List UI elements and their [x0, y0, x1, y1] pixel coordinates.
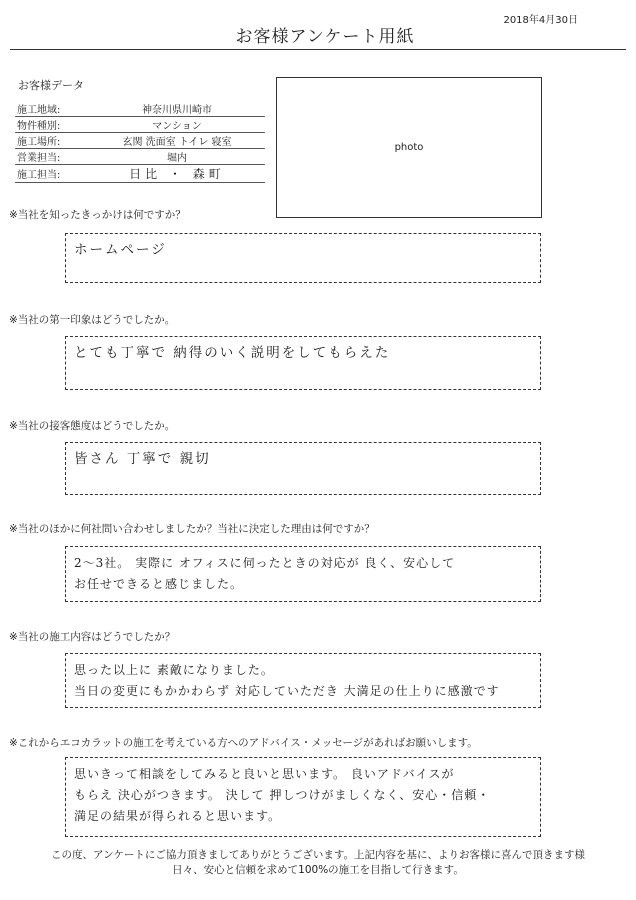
answer-box-3: [65, 442, 541, 495]
answer-6: 思いきって相談をしてみると良いと思います。 良いアドバイスが もらえ 決心がつきます。 決して 押しつけがましくなく、安心・信頼・ 満足の結果が得られると思います。: [74, 767, 491, 823]
info-value: 玄関 洗面室 トイレ 寝室: [89, 133, 265, 149]
info-label: 営業担当:: [15, 149, 89, 165]
answer-4: 2～3社。 実際に オフィスに伺ったときの対応が 良く、安心して お任せできると感じました。: [74, 556, 456, 591]
footer-message: [0, 848, 636, 878]
answer-5: 思った以上に 素敵になりました。 当日の変更にもかかわらず 対応していただき 大満足の仕上りに感激です: [74, 663, 500, 698]
info-row-area: [15, 101, 265, 117]
answer-box-1: [65, 233, 541, 283]
photo-placeholder: [276, 77, 542, 218]
question-5: ※当社の施工内容はどうでしたか？: [9, 631, 176, 643]
info-value: 日比 ・ 森町: [89, 165, 265, 183]
info-row-location: [15, 133, 265, 149]
photo-label: photo: [394, 142, 424, 153]
info-row-installer: [15, 165, 265, 183]
info-label: 施工担当:: [15, 165, 89, 183]
customer-data-table: [15, 101, 265, 183]
answer-3: 皆さん 丁寧で 親切: [74, 451, 211, 467]
info-value: 堀内: [89, 149, 265, 165]
info-label: 施工地域:: [15, 101, 89, 117]
answer-2: とても丁寧で 納得のいく説明をしてもらえた: [74, 345, 391, 361]
question-4: ※当社のほかに何社問い合わせしましたか？当社に決定した理由は何ですか？: [9, 523, 375, 535]
info-row-property-type: [15, 117, 265, 133]
info-label: 物件種別:: [15, 117, 89, 133]
question-3: ※当社の接客態度はどうでしたか。: [9, 420, 176, 432]
answer-1: ホームページ: [74, 242, 167, 258]
answer-box-5: [65, 653, 541, 708]
answer-box-2: [65, 336, 541, 390]
info-value: 神奈川県川崎市: [89, 101, 265, 117]
question-1: ※当社を知ったきっかけは何ですか？: [9, 209, 186, 221]
answer-box-4: [65, 546, 541, 602]
answer-box-6: [65, 757, 541, 837]
title-divider: [10, 49, 626, 50]
page-title: お客様アンケート用紙: [235, 27, 415, 47]
survey-date: 2018年4月30日: [503, 15, 578, 26]
info-label: 施工場所:: [15, 133, 89, 149]
info-value: マンション: [89, 117, 265, 133]
customer-data-heading: お客様データ: [18, 79, 84, 92]
question-2: ※当社の第一印象はどうでしたか。: [9, 314, 176, 326]
footer-line-2: 日々、安心と信頼を求めて100%の施工を目指して行きます。: [172, 864, 464, 876]
info-row-sales-rep: [15, 149, 265, 165]
question-6: ※これからエコカラットの施工を考えている方へのアドバイス・メッセージがあればお願いします。: [9, 737, 478, 749]
footer-line-1: この度、アンケートにご協力頂きましてありがとうございます。上記内容を基に、よりお客様に喜んで頂きます様: [50, 849, 586, 861]
